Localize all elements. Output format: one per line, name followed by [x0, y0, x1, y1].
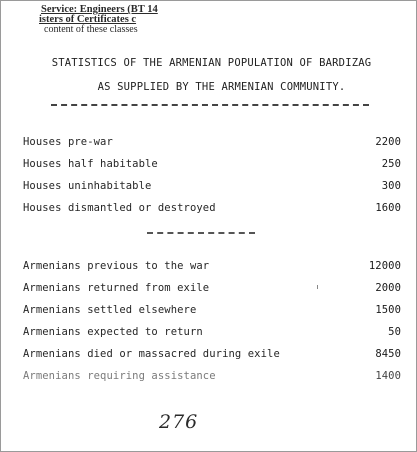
- row-label: Houses dismantled or destroyed: [23, 202, 216, 214]
- population-row: [23, 370, 401, 384]
- row-value: 250: [381, 158, 401, 170]
- population-row: [23, 260, 401, 274]
- houses-row: [23, 202, 401, 216]
- row-label: Armenians settled elsewhere: [23, 304, 197, 316]
- population-row: [23, 282, 401, 296]
- population-row: [23, 304, 401, 318]
- row-label: Armenians expected to return: [23, 326, 203, 338]
- row-label: Houses uninhabitable: [23, 180, 152, 192]
- row-label: Armenians returned from exile: [23, 282, 210, 294]
- stamp-line-2: isters of Certificates c: [39, 14, 137, 25]
- row-value: 2200: [375, 136, 401, 148]
- row-label: Armenians previous to the war: [23, 260, 210, 272]
- population-row: [23, 326, 401, 340]
- row-label: Armenians requiring assistance: [23, 370, 216, 382]
- row-value: 300: [381, 180, 401, 192]
- row-value: 1600: [375, 202, 401, 214]
- row-value: 12000: [368, 260, 401, 272]
- row-value: 1500: [375, 304, 401, 316]
- section-divider: [147, 232, 255, 234]
- row-value: 50: [388, 326, 401, 338]
- row-label: Houses half habitable: [23, 158, 158, 170]
- stamp-line-1: Service: Engineers (BT 14: [41, 4, 158, 15]
- houses-row: [23, 180, 401, 194]
- paper-speck: [317, 285, 318, 289]
- handwritten-page-number: 276: [159, 411, 199, 433]
- document-subtitle: AS SUPPLIED BY THE ARMENIAN COMMUNITY.: [97, 81, 346, 93]
- title-divider: [51, 104, 369, 106]
- row-value: 1400: [375, 370, 401, 382]
- population-row: [23, 348, 401, 362]
- document-title: STATISTICS OF THE ARMENIAN POPULATION OF BARDIZAG: [51, 57, 372, 69]
- stamp-line-3: content of these classes: [44, 24, 138, 35]
- houses-row: [23, 158, 401, 172]
- archive-stamp: [41, 5, 158, 35]
- row-label: Houses pre-war: [23, 136, 113, 148]
- row-label: Armenians died or massacred during exile: [23, 348, 280, 360]
- row-value: 2000: [375, 282, 401, 294]
- row-value: 8450: [375, 348, 401, 360]
- houses-row: [23, 136, 401, 150]
